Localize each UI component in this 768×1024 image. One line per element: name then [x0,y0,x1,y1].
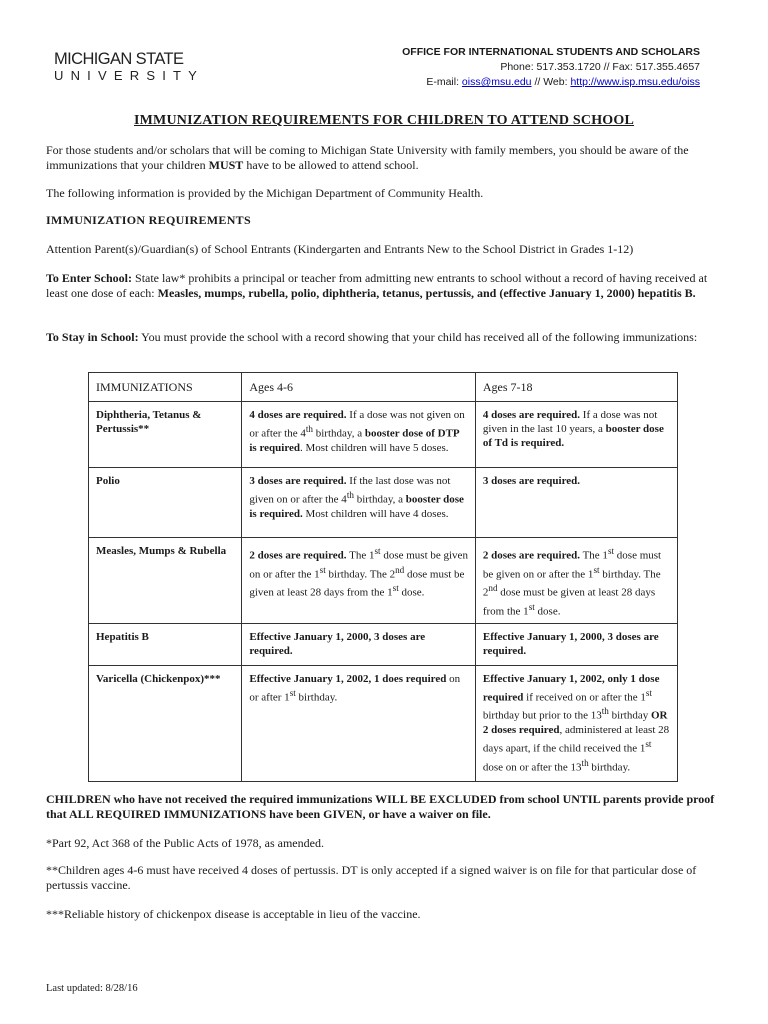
cell-text: dose must be given on or after the 1 [482,549,662,581]
footnote-2: **Children ages 4-6 must have received 4 doses of pertussis. DT is only accepted if a signed waiver is on file for that particular dose of pertussis vaccine. [46,863,697,892]
cell-bold: 2 doses are required. [249,549,347,562]
cell-text: birthday but prior to the 13 [482,709,602,722]
table-row [89,665,678,781]
table-row [89,538,678,624]
cell-polio-7-18 [475,468,677,538]
ordinal-suffix: st [645,738,652,749]
cell-varicella-7-18 [475,665,677,781]
cell-mmr-7-18 [475,538,677,624]
cell-text: if received on or after the 1 [523,691,646,704]
table-row [89,402,678,468]
enter-text: State law* prohibits a principal or teacher from admitting new entrants to school without a record of having received at least one dose of each: [46,271,708,300]
ordinal-suffix: nd [395,564,405,575]
cell-text: dose must be given on or after the 1 [249,549,468,581]
row-name-hepb: Hepatitis B [89,623,242,665]
table-row [89,623,678,665]
cell-bold: booster dose of Td is required. [482,423,664,449]
table-header-row [89,373,678,402]
logo-line-1: MICHIGAN STATE [54,50,184,68]
requirements-heading: IMMUNIZATION REQUIREMENTS [46,213,251,227]
ordinal-suffix: th [305,424,313,434]
office-name: OFFICE FOR INTERNATIONAL STUDENTS AND SCHOLARS [402,46,700,58]
enter-school-paragraph [46,271,722,301]
cell-text: The 1 [580,549,608,562]
cell-text: dose. [534,605,561,618]
enter-label: To Enter School: [46,271,133,285]
ordinal-suffix: st [392,583,399,594]
cell-hepb-7-18: Effective January 1, 2000, 3 doses are required. [475,623,677,665]
msu-logo [54,51,204,83]
footnote-3: ***Reliable history of chickenpox disease is acceptable in lieu of the vaccine. [46,907,421,921]
intro-text-a: For those students and/or scholars that will be coming to Michigan State University with family members, you should be aware of the immunizations that your children [46,143,689,172]
cell-text: If a dose was not given in the last 10 years, a [482,409,658,435]
cell-bold: booster dose is required. [249,493,464,520]
cell-text: If a dose was not given on or after the 4 [249,409,465,440]
header-ages-4-6: Ages 4-6 [242,373,475,402]
row-name-polio: Polio [89,468,242,538]
cell-text: If the last dose was not given on or after the 4 [249,475,451,506]
cell-bold: 2 doses are required. [482,549,581,562]
cell-text: birthday. The 2 [482,568,661,599]
footnote-1: *Part 92, Act 368 of the Public Acts of 1978, as amended. [46,836,324,850]
cell-bold: OR 2 doses required [482,709,668,736]
phone-fax: Phone: 517.353.1720 // Fax: 517.355.4657 [500,61,700,73]
page-title: IMMUNIZATION REQUIREMENTS FOR CHILDREN TO ATTEND SCHOOL [133,113,635,128]
cell-bold: 4 doses are required. [482,409,581,421]
row-name-dtp: Diphtheria, Tetanus & Pertussis** [89,402,242,468]
cell-text: birthday. The 2 [325,568,396,581]
row-name-mmr: Measles, Mumps & Rubella [89,538,242,624]
cell-text: dose must be given at least 28 days from the 1 [249,568,465,599]
cell-text: Most children will have 4 doses. [302,507,449,520]
exclusion-warning: CHILDREN who have not received the required immunizations WILL BE EXCLUDED from school UNTIL parents provide proof that ALL REQUIRED IMMUNIZATIONS have been GIVEN, or have a waiver on file. [46,792,715,821]
cell-hepb-4-6: Effective January 1, 2000, 3 doses are required. [242,623,475,665]
stay-school-paragraph [46,330,722,345]
cell-text: on or after 1 [249,672,461,704]
enter-bold: Measles, mumps, rubella, polio, diphtheria, tetanus, pertussis, and (effective January 1, 2000) hepatitis B. [157,286,696,300]
cell-mmr-4-6 [242,538,475,624]
attention-paragraph: Attention Parent(s)/Guardian(s) of School Entrants (Kindergarten and Entrants New to the School District in Grades 1-12) [46,242,634,256]
ordinal-suffix: st [645,687,652,698]
row-name-varicella: Varicella (Chickenpox)*** [89,665,242,781]
ordinal-suffix: th [601,706,609,717]
header-immunizations: IMMUNIZATIONS [89,373,242,402]
last-updated: Last updated: 8/28/16 [46,983,138,994]
immunization-table [88,372,678,782]
ordinal-suffix: st [528,601,535,612]
cell-bold: 3 doses are required. [249,475,347,487]
ordinal-suffix: st [319,564,326,575]
cell-dtp-4-6 [242,402,475,468]
cell-text: dose. [398,586,425,599]
cell-bold: 3 doses are required. [482,475,581,487]
cell-text: birthday, a [353,493,406,506]
intro-must: MUST [208,158,244,172]
cell-bold: 4 doses are required. [249,409,347,421]
ordinal-suffix: th [346,490,354,500]
intro-paragraph [46,143,722,173]
cell-polio-4-6 [242,468,475,538]
cell-bold: Effective January 1, 2002, only 1 dose required [482,672,660,704]
stay-text: You must provide the school with a record showing that your child has received all of the following immunizations: [138,330,698,344]
cell-text: birthday. [588,761,631,774]
cell-text: dose must be given at least 28 days from the 1 [482,586,656,618]
stay-label: To Stay in School: [46,330,139,344]
ordinal-suffix: nd [488,583,498,594]
cell-text: birthday, a [313,427,365,440]
cell-dtp-7-18 [475,402,677,468]
cell-bold: Effective January 1, 2002, 1 does required [249,672,447,685]
web-label: // Web: [531,76,571,88]
office-contact [402,45,700,90]
ordinal-suffix: st [593,564,600,575]
table-row [89,468,678,538]
ordinal-suffix: st [374,546,381,556]
ordinal-suffix: st [289,687,296,698]
cell-text: . Most children will have 5 doses. [300,441,449,454]
cell-text: dose on or after the 13 [482,761,582,774]
ordinal-suffix: th [581,757,589,768]
cell-text: birthday [608,709,651,722]
cell-text: birthday. [295,691,338,704]
cell-text: The 1 [346,549,375,562]
web-link[interactable]: http://www.isp.msu.edu/oiss [570,76,700,88]
ordinal-suffix: st [607,546,615,556]
header-ages-7-18: Ages 7-18 [475,373,677,402]
source-paragraph: The following information is provided by the Michigan Department of Community Health. [46,186,484,200]
cell-text: , administered at least 28 days apart, if the child received the 1 [482,723,670,755]
logo-line-2: UNIVERSITY [54,68,205,83]
email-label: E-mail: [426,76,462,88]
email-web-line [402,75,700,90]
intro-text-b: have to be allowed to attend school. [243,158,419,172]
cell-varicella-4-6 [242,665,475,781]
cell-bold: booster dose of DTP is required [249,427,460,454]
email-link[interactable]: oiss@msu.edu [461,76,532,88]
